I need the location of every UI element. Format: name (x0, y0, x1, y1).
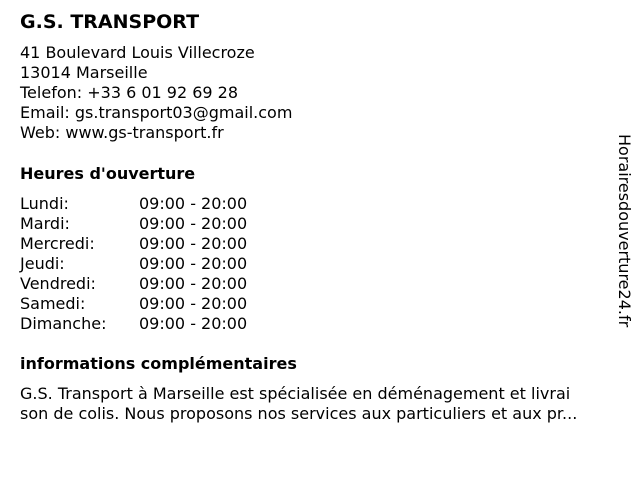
phone-line: Telefon: +33 6 01 92 69 28 (20, 83, 239, 102)
day-hours: 09:00 - 20:00 (139, 294, 248, 313)
address-street: 41 Boulevard Louis Villecroze (20, 43, 255, 62)
day-hours: 09:00 - 20:00 (139, 254, 248, 273)
address-city: 13014 Marseille (20, 63, 148, 82)
hours-row-saturday (20, 294, 280, 314)
additional-info-heading: informations complémentaires (20, 354, 297, 373)
day-label: Vendredi: (20, 274, 96, 293)
contact-block (20, 43, 292, 143)
day-label: Lundi: (20, 194, 69, 213)
business-description (20, 384, 632, 424)
day-hours: 09:00 - 20:00 (139, 194, 248, 213)
day-label: Jeudi: (20, 254, 65, 273)
opening-hours-table (20, 194, 280, 334)
day-label: Samedi: (20, 294, 86, 313)
hours-row-sunday (20, 314, 280, 334)
day-hours: 09:00 - 20:00 (139, 234, 248, 253)
email-line: Email: gs.transport03@gmail.com (20, 103, 293, 122)
day-label: Mardi: (20, 214, 70, 233)
day-hours: 09:00 - 20:00 (139, 314, 248, 333)
web-line: Web: www.gs-transport.fr (20, 123, 224, 142)
day-label: Mercredi: (20, 234, 95, 253)
hours-row-friday (20, 274, 280, 294)
day-label: Dimanche: (20, 314, 107, 333)
day-hours: 09:00 - 20:00 (139, 214, 248, 233)
site-brand-vertical: Horairesdouverture24.fr (615, 134, 634, 328)
hours-row-thursday (20, 254, 280, 274)
hours-row-wednesday (20, 234, 280, 254)
business-name: G.S. TRANSPORT (20, 11, 200, 33)
opening-hours-heading: Heures d'ouverture (20, 164, 196, 183)
description-line: son de colis. Nous proposons nos services aux particuliers et aux pr... (20, 404, 578, 423)
description-line: G.S. Transport à Marseille est spécialisée en déménagement et livrai (20, 384, 571, 403)
day-hours: 09:00 - 20:00 (139, 274, 248, 293)
hours-row-tuesday (20, 214, 280, 234)
hours-row-monday (20, 194, 280, 214)
